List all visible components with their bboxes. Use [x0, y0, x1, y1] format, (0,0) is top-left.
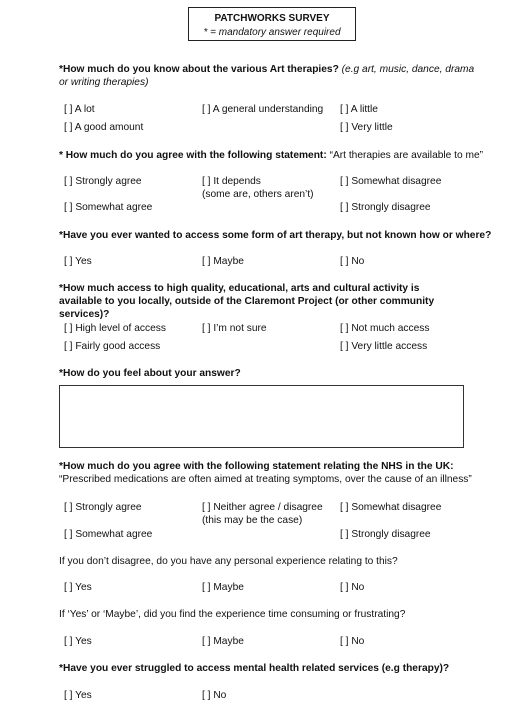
question-local-access — [59, 282, 464, 321]
option-general-understanding[interactable]: [ ] A general understanding — [202, 104, 324, 115]
option-yes[interactable]: [ ] Yes — [64, 256, 92, 267]
option-it-depends-note: (some are, others aren’t) — [202, 189, 314, 200]
question-text: *Have you ever wanted to access some form of art therapy, but not known how or where? — [59, 230, 492, 241]
option-somewhat-disagree[interactable]: [ ] Somewhat disagree — [340, 176, 442, 187]
survey-title: PATCHWORKS SURVEY — [214, 13, 330, 24]
option-not-much-access[interactable]: [ ] Not much access — [340, 323, 430, 334]
question-text: *How much do you know about the various Art therapies? — [59, 64, 339, 75]
question-feel-about-answer — [59, 367, 479, 380]
option-somewhat-disagree[interactable]: [ ] Somewhat disagree — [340, 502, 442, 513]
option-yes[interactable]: [ ] Yes — [64, 582, 92, 593]
option-maybe[interactable]: [ ] Maybe — [202, 256, 244, 267]
question-mental-health-access — [59, 662, 499, 675]
option-no[interactable]: [ ] No — [340, 582, 365, 593]
answer-text-box[interactable] — [59, 385, 464, 448]
question-art-knowledge — [59, 63, 479, 89]
question-statement: “Prescribed medications are often aimed at treating symptoms, over the cause of an illness” — [59, 474, 472, 485]
option-no[interactable]: [ ] No — [340, 636, 365, 647]
question-text: If you don’t disagree, do you have any personal experience relating to this? — [59, 556, 398, 567]
option-somewhat-agree[interactable]: [ ] Somewhat agree — [64, 529, 153, 540]
survey-subtitle: * = mandatory answer required — [203, 27, 341, 38]
option-strongly-agree[interactable]: [ ] Strongly agree — [64, 502, 142, 513]
option-not-sure[interactable]: [ ] I’m not sure — [202, 323, 267, 334]
question-text: *How much access to high quality, educational, arts and cultural activity is available to you locally, outside of the Claremont Project (or other community services)? — [59, 283, 435, 320]
option-high-level-access[interactable]: [ ] High level of access — [64, 323, 166, 334]
option-a-little[interactable]: [ ] A little — [340, 104, 378, 115]
question-text: *How much do you agree with the following statement relating the NHS in the UK: — [59, 461, 454, 472]
option-no[interactable]: [ ] No — [340, 256, 365, 267]
question-text: * How much do you agree with the following statement: — [59, 150, 327, 161]
option-a-good-amount[interactable]: [ ] A good amount — [64, 122, 144, 133]
question-text: If ‘Yes’ or ‘Maybe’, did you find the experience time consuming or frustrating? — [59, 609, 406, 620]
option-very-little-access[interactable]: [ ] Very little access — [340, 341, 428, 352]
question-personal-experience — [59, 555, 479, 568]
survey-header — [188, 7, 356, 41]
question-statement: “Art therapies are available to me” — [329, 150, 484, 161]
option-maybe[interactable]: [ ] Maybe — [202, 582, 244, 593]
question-text: *Have you ever struggled to access mental health related services (e.g therapy)? — [59, 663, 450, 674]
question-wanted-access — [59, 229, 499, 242]
option-yes[interactable]: [ ] Yes — [64, 636, 92, 647]
option-strongly-agree[interactable]: [ ] Strongly agree — [64, 176, 142, 187]
option-fairly-good-access[interactable]: [ ] Fairly good access — [64, 341, 161, 352]
option-maybe[interactable]: [ ] Maybe — [202, 636, 244, 647]
option-a-lot[interactable]: [ ] A lot — [64, 104, 95, 115]
option-no[interactable]: [ ] No — [202, 690, 227, 701]
option-neither-agree-disagree[interactable]: [ ] Neither agree / disagree — [202, 502, 323, 513]
question-art-availability — [59, 149, 489, 162]
option-strongly-disagree[interactable]: [ ] Strongly disagree — [340, 529, 431, 540]
option-it-depends[interactable]: [ ] It depends — [202, 176, 261, 187]
question-nhs-statement — [59, 460, 489, 486]
option-very-little[interactable]: [ ] Very little — [340, 122, 393, 133]
option-neither-note: (this may be the case) — [202, 515, 303, 526]
question-experience-frustrating — [59, 608, 479, 621]
question-hint: (e.g art, music, dance, drama or writing therapies) — [59, 64, 475, 88]
option-strongly-disagree[interactable]: [ ] Strongly disagree — [340, 202, 431, 213]
option-somewhat-agree[interactable]: [ ] Somewhat agree — [64, 202, 153, 213]
question-text: *How do you feel about your answer? — [59, 368, 241, 379]
option-yes[interactable]: [ ] Yes — [64, 690, 92, 701]
